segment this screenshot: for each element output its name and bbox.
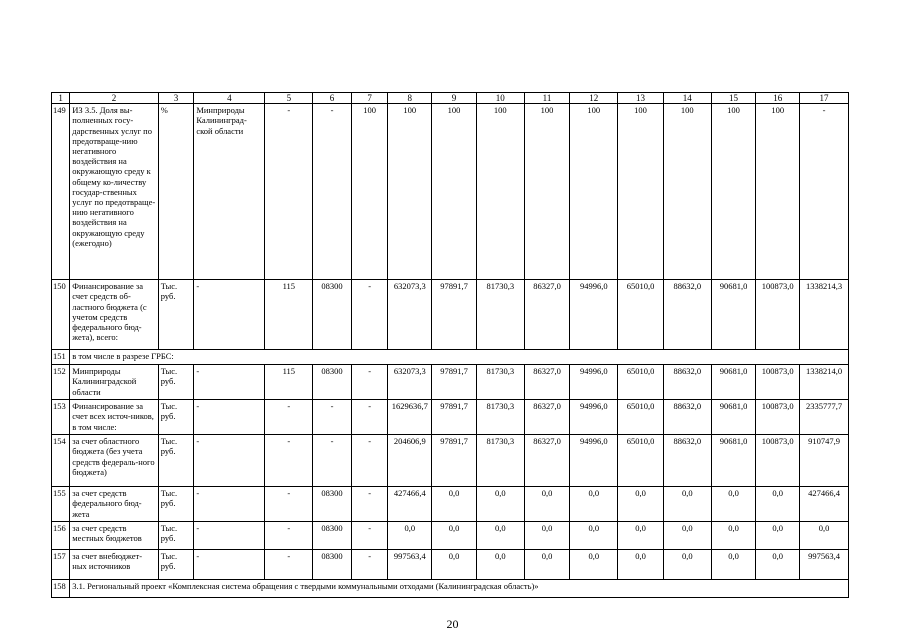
page-number: 20 [446,617,459,631]
responsible-cell: - [194,435,265,487]
header-cell: 4 [194,93,265,104]
value-cell: - [265,487,313,522]
unit-cell: Тыс. руб. [158,365,194,400]
value-cell: 86327,0 [524,400,570,435]
value-cell: 0,0 [432,522,477,550]
value-cell: 94996,0 [570,280,618,350]
value-cell: 2335777,7 [800,400,849,435]
value-cell: 0,0 [570,550,618,580]
indicator-name: Финансирование за счет всех источ-ников, в том числе: [70,400,158,435]
value-cell: - [265,104,313,280]
value-cell: 86327,0 [524,280,570,350]
row-number: 153 [52,400,70,435]
table-row [52,104,849,280]
value-cell: 97891,7 [432,400,477,435]
value-cell: 90681,0 [711,280,756,350]
indicator-name: за счет внебюджет-ных источников [70,550,158,580]
header-cell: 6 [313,93,352,104]
header-cell: 3 [158,93,194,104]
value-cell: 08300 [313,522,352,550]
value-cell: 0,0 [388,522,432,550]
header-cell: 10 [476,93,524,104]
table-row [52,580,849,598]
row-number: 150 [52,280,70,350]
table-row [52,435,849,487]
value-cell: 100 [524,104,570,280]
value-cell: 427466,4 [800,487,849,522]
header-cell: 12 [570,93,618,104]
value-cell: 100 [663,104,711,280]
value-cell: 0,0 [476,487,524,522]
unit-cell: Тыс. руб. [158,280,194,350]
value-cell: 100 [388,104,432,280]
responsible-cell: - [194,550,265,580]
header-cell: 2 [70,93,158,104]
value-cell: 0,0 [663,487,711,522]
value-cell: - [313,400,352,435]
value-cell: 08300 [313,365,352,400]
value-cell: 100873,0 [756,400,800,435]
header-cell: 1 [52,93,70,104]
indicator-name: Минприроды Калининградской области [70,365,158,400]
value-cell: - [313,104,352,280]
header-cell: 13 [618,93,664,104]
value-cell: 08300 [313,487,352,522]
value-cell: 0,0 [800,522,849,550]
indicator-name: Финансирование за счет средств об-ластного бюджета (с учетом средств федерального бюд-жета), всего: [70,280,158,350]
value-cell: - [265,550,313,580]
value-cell: 0,0 [711,550,756,580]
table-row [52,550,849,580]
value-cell: - [313,435,352,487]
unit-cell: Тыс. руб. [158,522,194,550]
value-cell: 97891,7 [432,435,477,487]
header-cell: 14 [663,93,711,104]
indicator-name: за счет областного бюджета (без учета средств федераль-ного бюджета) [70,435,158,487]
header-cell: 15 [711,93,756,104]
value-cell: 81730,3 [476,365,524,400]
value-cell: 0,0 [570,522,618,550]
header-cell: 17 [800,93,849,104]
value-cell: 94996,0 [570,400,618,435]
responsible-cell: Минприроды Калининград-ской области [194,104,265,280]
value-cell: 427466,4 [388,487,432,522]
row-number: 157 [52,550,70,580]
table-row [52,365,849,400]
value-cell: - [265,435,313,487]
responsible-cell: - [194,280,265,350]
value-cell: 90681,0 [711,400,756,435]
header-cell: 8 [388,93,432,104]
value-cell: - [265,522,313,550]
value-cell: 632073,3 [388,280,432,350]
value-cell: 100 [476,104,524,280]
value-cell: 88632,0 [663,365,711,400]
value-cell: 0,0 [756,550,800,580]
value-cell: - [265,400,313,435]
header-row [52,93,849,104]
unit-cell: Тыс. руб. [158,487,194,522]
value-cell: 1629636,7 [388,400,432,435]
header-cell: 16 [756,93,800,104]
value-cell: 88632,0 [663,435,711,487]
value-cell: 94996,0 [570,365,618,400]
value-cell: 81730,3 [476,280,524,350]
header-cell: 9 [432,93,477,104]
value-cell: - [351,365,388,400]
value-cell: 100873,0 [756,365,800,400]
value-cell: 0,0 [756,487,800,522]
value-cell: 81730,3 [476,435,524,487]
value-cell: 100 [570,104,618,280]
indicator-name: за счет средств федерального бюд-жета [70,487,158,522]
indicator-name: за счет средств местных бюджетов [70,522,158,550]
value-cell: 0,0 [663,522,711,550]
header-cell: 5 [265,93,313,104]
value-cell: 100873,0 [756,280,800,350]
value-cell: 100873,0 [756,435,800,487]
value-cell: 65010,0 [618,400,664,435]
value-cell: 97891,7 [432,365,477,400]
value-cell: 0,0 [756,522,800,550]
value-cell: 08300 [313,280,352,350]
value-cell: 94996,0 [570,435,618,487]
value-cell: 0,0 [711,522,756,550]
value-cell: 0,0 [476,550,524,580]
header-cell: 7 [351,93,388,104]
value-cell: 100 [432,104,477,280]
value-cell: - [351,487,388,522]
value-cell: 0,0 [618,487,664,522]
value-cell: 632073,3 [388,365,432,400]
value-cell: 100 [756,104,800,280]
responsible-cell: - [194,400,265,435]
value-cell: 65010,0 [618,435,664,487]
value-cell: 86327,0 [524,365,570,400]
value-cell: 0,0 [524,550,570,580]
value-cell: 0,0 [618,550,664,580]
value-cell: 97891,7 [432,280,477,350]
value-cell: - [351,400,388,435]
value-cell: 100 [618,104,664,280]
value-cell: 08300 [313,550,352,580]
value-cell: 115 [265,280,313,350]
value-cell: - [351,280,388,350]
value-cell: 90681,0 [711,365,756,400]
value-cell: 204606,9 [388,435,432,487]
value-cell: 0,0 [524,522,570,550]
unit-cell: Тыс. руб. [158,435,194,487]
table-row [52,350,849,365]
value-cell: 0,0 [663,550,711,580]
header-cell: 11 [524,93,570,104]
value-cell: - [351,550,388,580]
value-cell: 0,0 [476,522,524,550]
section-heading: 3.1. Региональный проект «Комплексная система обращения с твердыми коммунальными отходами (Калининградская область)» [70,580,849,598]
unit-cell: Тыс. руб. [158,400,194,435]
value-cell: 100 [351,104,388,280]
row-number: 155 [52,487,70,522]
row-number: 151 [52,350,70,365]
value-cell: 0,0 [618,522,664,550]
value-cell: 0,0 [570,487,618,522]
value-cell: 997563,4 [800,550,849,580]
value-cell: 0,0 [711,487,756,522]
unit-cell: % [158,104,194,280]
value-cell: 65010,0 [618,365,664,400]
responsible-cell: - [194,365,265,400]
value-cell: 65010,0 [618,280,664,350]
section-heading: в том числе в разрезе ГРБС: [70,350,849,365]
value-cell: - [800,104,849,280]
value-cell: 0,0 [432,487,477,522]
row-number: 156 [52,522,70,550]
unit-cell: Тыс. руб. [158,550,194,580]
row-number: 158 [52,580,70,598]
responsible-cell: - [194,522,265,550]
value-cell: 100 [711,104,756,280]
value-cell: 910747,9 [800,435,849,487]
indicator-name: ИЗ 3.5. Доля вы-полненных госу-дарственных услуг по предотвраще-нию негативного воздействия на окружающую среду к общему ко-личеству государ-ственных услуг по предотвраще-нию негативного воздействия на окружающую среду (ежегодно) [70,104,158,280]
value-cell: 90681,0 [711,435,756,487]
table-row [52,400,849,435]
table-row [52,280,849,350]
value-cell: 0,0 [524,487,570,522]
value-cell: 1338214,3 [800,280,849,350]
value-cell: 88632,0 [663,400,711,435]
value-cell: 86327,0 [524,435,570,487]
table-row [52,487,849,522]
table-row [52,522,849,550]
value-cell: 0,0 [432,550,477,580]
budget-table [51,92,849,598]
row-number: 154 [52,435,70,487]
value-cell: - [351,435,388,487]
value-cell: 88632,0 [663,280,711,350]
value-cell: 81730,3 [476,400,524,435]
responsible-cell: - [194,487,265,522]
value-cell: - [351,522,388,550]
value-cell: 115 [265,365,313,400]
row-number: 149 [52,104,70,280]
value-cell: 997563,4 [388,550,432,580]
row-number: 152 [52,365,70,400]
value-cell: 1338214,0 [800,365,849,400]
